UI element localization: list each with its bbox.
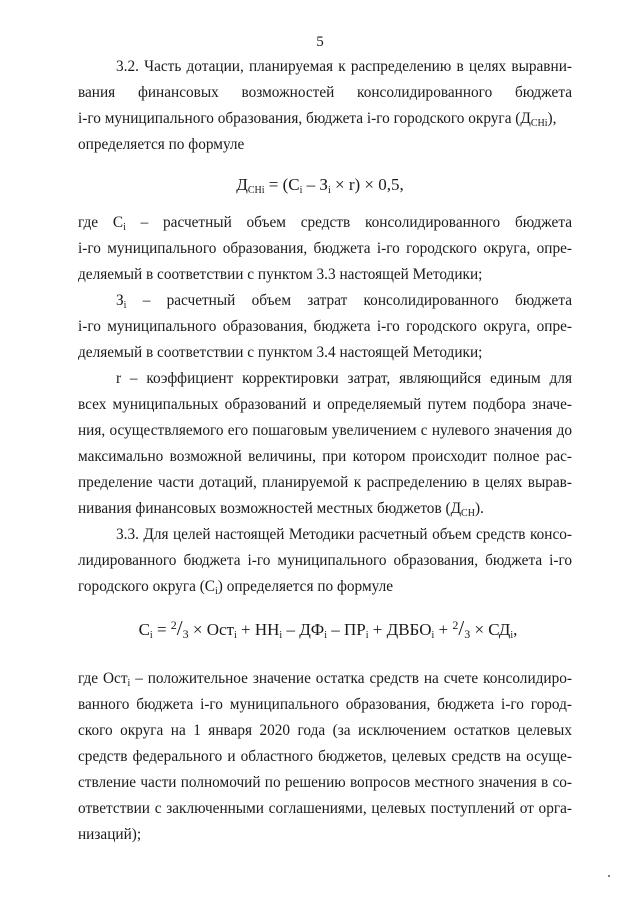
para-3-2-line-1: 3.2. Часть дотации, планируемая к распределению в целях выравни- (116, 58, 572, 75)
para-3-3-line-2: лидированного бюджета i-го муниципального образования, бюджета i-го (78, 552, 572, 569)
where-ost-line-6: ответствии с заключенными соглашениями, целевых поступлений от орга- (78, 800, 572, 817)
where-ci-line-3: деляемый в соответствии с пунктом 3.3 настоящей Методики; (78, 266, 483, 283)
para-3-3-line-1: 3.3. Для целей настоящей Методики расчетный объем средств консо- (116, 526, 572, 543)
where-r-line-2: всех муниципальных образований и определяемый путем подбора значе- (78, 396, 572, 413)
where-r-line-4: максимально возможной величины, при котором происходит полное рас- (78, 448, 572, 465)
para-3-2-line-4: определяется по формуле (78, 136, 245, 153)
page-number: 5 (316, 34, 324, 50)
where-r-line-3: ния, осуществляемого его пошаговым увеличением с нулевого значения до (78, 422, 572, 439)
where-ost-line-2: ванного бюджета i-го муниципального образования, бюджета i-го город- (78, 696, 572, 713)
where-ost-line-4: средств федерального и областного бюджетов, целевых средств на осуще- (78, 748, 572, 765)
document-body (78, 0, 572, 905)
where-r-line-5: пределение части дотаций, планируемой к распределению в целях вырав- (78, 474, 572, 491)
formula-dotation: $Д_{СНi} = (С_i - З_i \times r) \times 0,5$, (236, 175, 404, 196)
where-ost-line-7: низаций); (78, 826, 142, 843)
where-ost-line-5: ствление части полномочий по решению вопросов местного значения в со- (78, 774, 572, 791)
para-3-3-line-3: городского округа $(С_i)$ определяется по формуле (78, 578, 394, 597)
where-ci-line-2: i-го муниципального образования, бюджета i-го городского округа, опре- (78, 240, 572, 257)
scan-speck (608, 875, 610, 877)
where-zi-line-3: деляемый в соответствии с пунктом 3.4 настоящей Методики; (78, 344, 483, 361)
where-r-line-6: нивания финансовых возможностей местных бюджетов $(Д_{СН})$. (78, 500, 484, 519)
where-ost-line-3: ского округа на 1 января 2020 года (за исключением остатков целевых (78, 722, 572, 739)
para-3-2-line-3: i-го муниципального образования, бюджета i-го городского округа $(Д_{СНi})$, (78, 110, 557, 129)
where-r-line-1: r – коэффициент корректировки затрат, являющийся единым для (116, 370, 572, 387)
where-zi-line-2: i-го муниципального образования, бюджета i-го городского округа, опре- (78, 318, 572, 335)
para-3-2-line-2: вания финансовых возможностей консолидированного бюджета (78, 84, 572, 101)
where-ost-line-1: где Ост$_i$ – положительное значение остатка средств на счете консолидиро- (78, 670, 572, 689)
where-ci-line-1: где $С_i$ – расчетный объем средств консолидированного бюджета (78, 214, 572, 233)
where-zi-line-1: $З_i$ – расчетный объем затрат консолидированного бюджета (116, 292, 572, 311)
formula-ci: $С_i = ^2/3 \times Ост_i + НН_i - ДФ_i - ПР_i$ + $ДВБО_i + ^2/3 \times СД_i$, (138, 616, 518, 641)
